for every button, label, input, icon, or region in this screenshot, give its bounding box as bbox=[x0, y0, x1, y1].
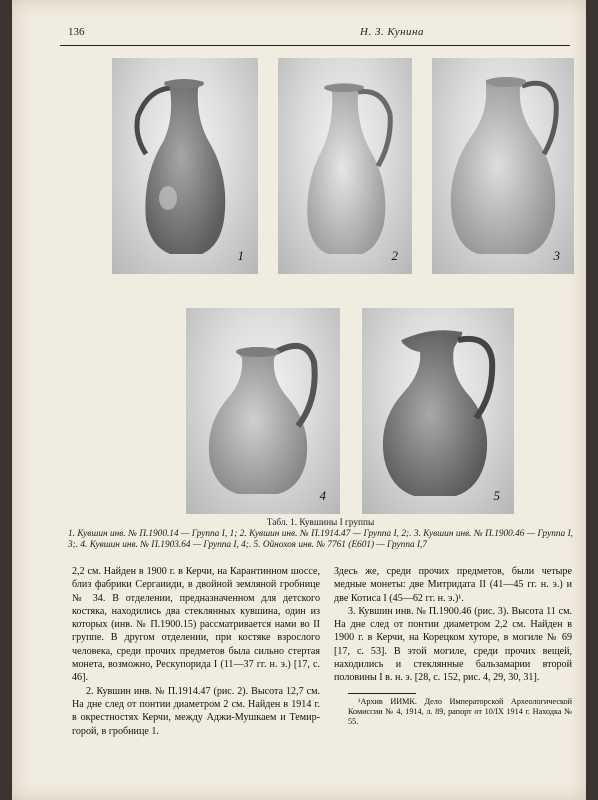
photo-jug-5 bbox=[362, 308, 514, 514]
photo-jug-1 bbox=[112, 58, 258, 274]
footnote-rule bbox=[348, 693, 416, 694]
footnote: ¹Архив ИИМК. Дело Императорской Археологической Комиссии № 4, 1914, л. 89, рапорт от 10/IX 1914 г. Находка № 55. bbox=[348, 697, 572, 726]
photo-label-2: 2 bbox=[391, 248, 398, 263]
caption-items: 1. Кувшин инв. № П.1900.14 — Группа I, 1; 2. Кувшин инв. № П.1914.47 — Группа I, 2;. 3. Кувшин инв. № П.1900.46 — Группа I, 3;. 4. Кувшин инв. № П.1903.64 — Группа I, 4;. 5. Ойнохоя инв. № 7761 (Е601) — Группа I,7 bbox=[68, 529, 573, 550]
photo-label-4: 4 bbox=[319, 488, 326, 503]
paragraph: 2. Кувшин инв. № П.1914.47 (рис. 2). Высота 12,7 см. На дне след от понтии диаметром 2 см. Найден в 1914 г. в окрестностях Керчи, между Аджи-Мушкаем и Темир-горой, в гробнице 1. bbox=[72, 685, 320, 737]
photo-jug-4 bbox=[186, 308, 340, 514]
page-number: 136 bbox=[68, 26, 85, 38]
jug-5-illustration bbox=[362, 308, 514, 514]
text-column-left bbox=[72, 565, 320, 738]
header-rule bbox=[60, 45, 570, 46]
jug-1-illustration bbox=[112, 58, 258, 274]
paragraph: 2,2 см. Найден в 1900 г. в Керчи, на Карантинном шоссе, близ фабрики Сергаииди, в двойной земляной гробнице № 34. В отделении, предназначенном для детского костяка, находились два стеклянных кувшина, один из которых (инв. № П.1900.15) рассматривается нами во II группе. В другом отделении, при костяке взрослого человека, среди прочих предметов была сильно стертая монета, возможно, Рескупорида I (11—37 гг. н. э.) [17, с. 46]. bbox=[72, 566, 320, 684]
running-title: Н. З. Кунина bbox=[360, 26, 425, 38]
jug-4-illustration bbox=[186, 308, 340, 514]
text-column-right bbox=[334, 565, 572, 685]
photo-label-1: 1 bbox=[237, 248, 244, 263]
book-page bbox=[12, 0, 586, 800]
paragraph: Здесь же, среди прочих предметов, были четыре медные монеты: две Митридата II (41—45 гг. н. э.) и две Котиса I (45—62 гг. н. э.)¹. bbox=[334, 566, 572, 604]
jug-3-illustration bbox=[432, 58, 574, 274]
photo-label-3: 3 bbox=[553, 248, 560, 263]
plate-caption bbox=[68, 518, 573, 551]
photo-jug-3 bbox=[432, 58, 574, 274]
jug-2-illustration bbox=[278, 58, 412, 274]
running-header bbox=[60, 26, 568, 42]
paragraph: 3. Кувшин инв. № П.1900.46 (рис. 3). Высота 11 см. На дне след от понтии диаметром 2,2 см. Найден в 1900 г. в Керчи, на Корецком хуторе, в могиле № 69 [17, с. 53]. В этой могиле, среди прочих вещей, находились и стеклянные бальзамарии второй половины I в. н. э. [28, с. 152, рис. 4, 29, 30, 31]. bbox=[334, 605, 572, 684]
caption-title: Табл. 1. Кувшины I группы bbox=[266, 518, 375, 528]
photo-label-5: 5 bbox=[493, 488, 500, 503]
photo-jug-2 bbox=[278, 58, 412, 274]
